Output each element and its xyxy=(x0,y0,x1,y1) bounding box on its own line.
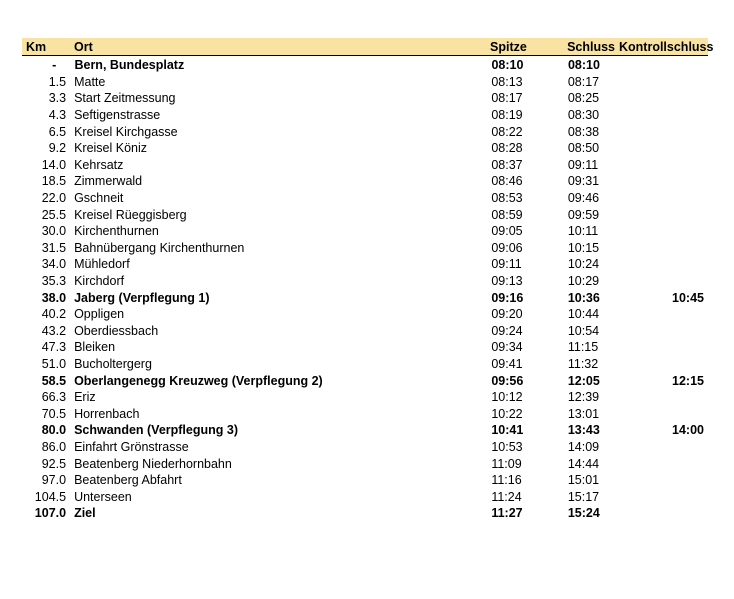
cell-km: 1.5 xyxy=(48,74,67,89)
table-row xyxy=(22,107,708,124)
cell-km: 40.2 xyxy=(41,307,67,322)
cell-km: 107.0 xyxy=(34,506,67,521)
cell-ort: Schwanden (Verpflegung 3) xyxy=(74,423,238,438)
cell-km: 3.3 xyxy=(48,91,67,106)
cell-ort: Bern, Bundesplatz xyxy=(74,58,185,73)
cell-spitze: 09:16 xyxy=(491,290,524,305)
cell-ort: Gschneit xyxy=(74,191,124,206)
cell-schluss: 09:11 xyxy=(567,157,599,172)
cell-schluss: 12:39 xyxy=(567,390,600,405)
cell-kontrollschluss: 14:00 xyxy=(672,423,704,438)
table-row xyxy=(22,190,708,207)
cell-schluss: 08:25 xyxy=(567,91,600,106)
cell-km: 14.0 xyxy=(41,157,67,172)
cell-ort: Oppligen xyxy=(74,307,125,322)
table-row xyxy=(22,240,708,257)
cell-schluss: 11:32 xyxy=(567,356,599,371)
cell-km: 34.0 xyxy=(41,257,67,272)
cell-schluss: 14:09 xyxy=(567,439,600,454)
header-km: Km xyxy=(26,39,47,54)
cell-km: 30.0 xyxy=(41,224,67,239)
cell-spitze: 08:37 xyxy=(491,157,523,172)
cell-ort: Kirchenthurnen xyxy=(74,224,159,239)
header-spitze: Spitze xyxy=(490,39,527,54)
cell-km: 97.0 xyxy=(41,473,67,488)
cell-schluss: 08:17 xyxy=(567,74,600,89)
cell-spitze: 08:53 xyxy=(491,191,523,206)
table-row xyxy=(22,356,708,373)
cell-km: 58.5 xyxy=(41,373,67,388)
cell-schluss: 10:24 xyxy=(567,257,600,272)
cell-spitze: 11:24 xyxy=(491,489,522,504)
cell-km: 70.5 xyxy=(41,406,67,421)
cell-km: 104.5 xyxy=(34,489,67,504)
cell-km: 47.3 xyxy=(41,340,67,355)
cell-km: 38.0 xyxy=(41,290,67,305)
cell-schluss: 09:59 xyxy=(567,207,600,222)
cell-schluss: 13:43 xyxy=(567,423,600,438)
cell-ort: Beatenberg Niederhornbahn xyxy=(74,456,232,471)
table-row xyxy=(22,273,708,290)
table-row xyxy=(22,372,708,389)
cell-spitze: 11:09 xyxy=(491,456,522,471)
cell-spitze: 08:13 xyxy=(491,74,523,89)
header-schluss: Schluss xyxy=(567,39,615,54)
table-row xyxy=(22,256,708,273)
cell-km: 35.3 xyxy=(41,274,67,289)
cell-ort: Oberlangenegg Kreuzweg (Verpflegung 2) xyxy=(74,373,323,388)
cell-ort: Seftigenstrasse xyxy=(74,108,161,123)
cell-km: 22.0 xyxy=(41,191,67,206)
cell-ort: Unterseen xyxy=(74,489,132,504)
table-row xyxy=(22,90,708,107)
cell-spitze: 09:13 xyxy=(491,274,523,289)
table-row xyxy=(22,206,708,223)
cell-schluss: 10:29 xyxy=(567,274,600,289)
cell-schluss: 10:15 xyxy=(567,240,600,255)
table-row xyxy=(22,339,708,356)
cell-ort: Jaberg (Verpflegung 1) xyxy=(74,290,210,305)
table-row xyxy=(22,488,708,505)
table-row xyxy=(22,223,708,240)
cell-spitze: 09:41 xyxy=(491,356,523,371)
table-row xyxy=(22,157,708,174)
cell-ort: Kreisel Köniz xyxy=(74,141,148,156)
cell-schluss: 09:46 xyxy=(567,191,600,206)
cell-schluss: 13:01 xyxy=(567,406,600,421)
cell-km: 9.2 xyxy=(48,141,67,156)
cell-ort: Mühledorf xyxy=(74,257,130,272)
cell-spitze: 09:11 xyxy=(491,257,522,272)
cell-schluss: 11:15 xyxy=(567,340,599,355)
cell-schluss: 14:44 xyxy=(567,456,600,471)
cell-ort: Beatenberg Abfahrt xyxy=(74,473,182,488)
cell-spitze: 09:20 xyxy=(491,307,523,322)
table-row xyxy=(22,173,708,190)
cell-schluss: 08:30 xyxy=(567,108,600,123)
table-body xyxy=(22,56,708,522)
cell-spitze: 09:56 xyxy=(491,373,524,388)
cell-km: 25.5 xyxy=(41,207,67,222)
table-row xyxy=(22,439,708,456)
cell-ort: Kirchdorf xyxy=(74,274,125,289)
header-ort: Ort xyxy=(74,39,93,54)
table-row xyxy=(22,405,708,422)
table-row xyxy=(22,289,708,306)
cell-ort: Kehrsatz xyxy=(74,157,124,172)
cell-ort: Bahnübergang Kirchenthurnen xyxy=(74,240,245,255)
table-row xyxy=(22,455,708,472)
table-row xyxy=(22,422,708,439)
cell-schluss: 15:17 xyxy=(567,489,600,504)
table-row xyxy=(22,140,708,157)
cell-ort: Oberdiessbach xyxy=(74,323,159,338)
cell-ort: Kreisel Rüeggisberg xyxy=(74,207,187,222)
cell-ort: Horrenbach xyxy=(74,406,140,421)
cell-km: 43.2 xyxy=(41,323,67,338)
cell-ort: Bucholtergerg xyxy=(74,356,152,371)
cell-spitze: 09:24 xyxy=(491,323,523,338)
table-row xyxy=(22,306,708,323)
cell-schluss: 08:50 xyxy=(567,141,600,156)
cell-spitze: 08:10 xyxy=(491,58,524,73)
cell-spitze: 08:19 xyxy=(491,108,523,123)
cell-schluss: 10:54 xyxy=(567,323,600,338)
cell-kontrollschluss: 10:45 xyxy=(672,290,704,305)
table-row xyxy=(22,123,708,140)
cell-schluss: 10:11 xyxy=(567,224,599,239)
cell-km: 6.5 xyxy=(48,124,67,139)
table-row xyxy=(22,472,708,489)
table-row xyxy=(22,74,708,91)
cell-schluss: 08:38 xyxy=(567,124,600,139)
cell-km: 86.0 xyxy=(41,439,67,454)
cell-schluss: 15:24 xyxy=(567,506,600,521)
cell-schluss: 15:01 xyxy=(567,473,600,488)
cell-spitze: 08:59 xyxy=(491,207,523,222)
table-row xyxy=(22,57,708,74)
cell-spitze: 10:41 xyxy=(491,423,524,438)
cell-ort: Einfahrt Grönstrasse xyxy=(74,439,189,454)
cell-schluss: 12:05 xyxy=(567,373,600,388)
cell-spitze: 08:46 xyxy=(491,174,523,189)
cell-ort: Eriz xyxy=(74,390,96,405)
cell-spitze: 08:22 xyxy=(491,124,523,139)
cell-spitze: 10:53 xyxy=(491,439,523,454)
cell-km: 66.3 xyxy=(41,390,67,405)
cell-schluss: 09:31 xyxy=(567,174,600,189)
table-row xyxy=(22,389,708,406)
cell-spitze: 09:06 xyxy=(491,240,523,255)
cell-spitze: 10:22 xyxy=(491,406,523,421)
timetable-sheet xyxy=(22,38,714,522)
cell-schluss: 10:44 xyxy=(567,307,600,322)
cell-kontrollschluss: 12:15 xyxy=(672,373,704,388)
cell-spitze: 11:27 xyxy=(491,506,523,521)
table-row xyxy=(22,505,708,522)
cell-ort: Matte xyxy=(74,74,106,89)
cell-ort: Ziel xyxy=(74,506,96,521)
cell-ort: Zimmerwald xyxy=(74,174,143,189)
cell-km: 18.5 xyxy=(41,174,67,189)
cell-spitze: 08:28 xyxy=(491,141,523,156)
cell-km: 92.5 xyxy=(41,456,67,471)
cell-spitze: 09:34 xyxy=(491,340,523,355)
cell-km: 31.5 xyxy=(41,240,67,255)
cell-ort: Kreisel Kirchgasse xyxy=(74,124,178,139)
cell-km: 4.3 xyxy=(48,108,67,123)
table-row xyxy=(22,323,708,340)
cell-ort: Bleiken xyxy=(74,340,116,355)
header-kontrollschluss: Kontrollschluss xyxy=(619,39,714,54)
cell-km: 80.0 xyxy=(41,423,67,438)
cell-schluss: 08:10 xyxy=(567,58,600,73)
cell-spitze: 08:17 xyxy=(491,91,523,106)
cell-km: - xyxy=(52,58,57,73)
cell-spitze: 09:05 xyxy=(491,224,523,239)
cell-spitze: 11:16 xyxy=(491,473,522,488)
cell-schluss: 10:36 xyxy=(567,290,600,305)
cell-spitze: 10:12 xyxy=(491,390,523,405)
table-header xyxy=(22,38,714,56)
cell-ort: Start Zeitmessung xyxy=(74,91,176,106)
cell-km: 51.0 xyxy=(41,356,67,371)
